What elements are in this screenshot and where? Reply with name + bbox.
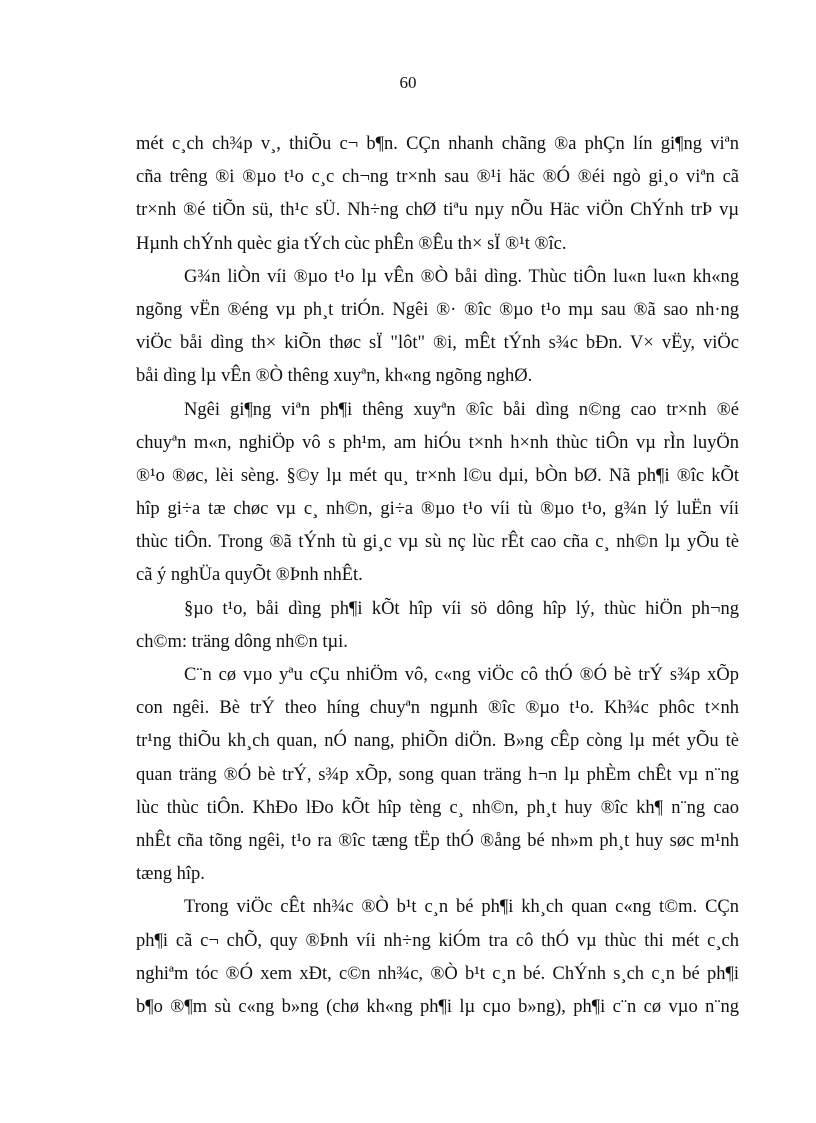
text-line: con ngêi. Bè trÝ theo híng chuyªn ngµnh ®îc ®µo t¹o. Kh¾c phôc t×nh (136, 698, 739, 719)
text-line: båi dìng lµ vÊn ®Ò thêng xuyªn, kh«ng ngõng nghØ. (136, 366, 533, 387)
text-line: G¾n liÒn víi ®µo t¹o lµ vÊn ®Ò båi dìng. Thùc tiÔn lu«n lu«n kh«ng (184, 266, 739, 287)
text-line: nghiªm tóc ®Ó xem xÐt, c©n nh¾c, ®Ò b¹t c¸n bé. ChÝnh s¸ch c¸n bé ph¶i (136, 963, 739, 984)
text-line: C¨n cø vµo yªu cÇu nhiÖm vô, c«ng viÖc cô thÓ ®Ó bè trÝ s¾p xÕp (184, 665, 739, 685)
text-line: tr¹ng thiÕu kh¸ch quan, nÓ nang, phiÕn diÖn. B»ng cÊp còng lµ mét yÕu tè (136, 731, 739, 752)
text-line: ngõng vËn ®éng vµ ph¸t triÓn. Ngêi ®· ®îc ®µo t¹o mµ sau ®ã sao nh·ng (136, 299, 739, 320)
text-line: b¶o ®¶m sù c«ng b»ng (chø kh«ng ph¶i lµ cµo b»ng), ph¶i c¨n cø vµo n¨ng (136, 996, 739, 1017)
text-line: nhÊt cña tõng ngêi, t¹o ra ®îc tæng tËp thÓ ®ång bé nh»m ph¸t huy søc m¹nh (136, 830, 739, 851)
body-text (136, 128, 739, 1024)
text-line: tæng hîp. (136, 864, 205, 885)
page-number: 60 (399, 73, 417, 92)
text-line: viÖc båi dìng th× kiÕn thøc sÏ "lôt" ®i, mÊt tÝnh s¾c bÐn. V× vËy, viÖc (136, 333, 739, 354)
text-line: §µo t¹o, båi dìng ph¶i kÕt hîp víi sö dông hîp lý, thùc hiÖn ph¬ng (184, 598, 739, 619)
text-line: thùc tiÔn. Trong ®ã tÝnh tù gi¸c vµ sù nç lùc rÊt cao cña c¸ nh©n lµ yÕu tè (136, 532, 739, 553)
text-line: tr×nh ®é tiÕn sü, th¹c sÜ. Nh÷ng chØ tiªu nµy nÕu Häc viÖn ChÝnh trÞ vµ (136, 200, 739, 221)
text-line: ®¹o ®øc, lèi sèng. §©y lµ mét qu¸ tr×nh l©u dµi, bÒn bØ. Nã ph¶i ®îc kÕt (136, 465, 739, 486)
text-line: ch©m: träng dông nh©n tµi. (136, 631, 348, 652)
text-line: Trong viÖc cÊt nh¾c ®Ò b¹t c¸n bé ph¶i kh¸ch quan c«ng t©m. CÇn (184, 897, 739, 918)
text-line: chuyªn m«n, nghiÖp vô s ph¹m, am hiÓu t×nh h×nh thùc tiÔn vµ rÌn luyÖn (136, 432, 739, 453)
text-line: hîp gi÷a tæ chøc vµ c¸ nh©n, gi÷a ®µo t¹o víi tù ®µo t¹o, g¾n lý luËn víi (136, 499, 739, 520)
text-line: quan träng ®Ó bè trÝ, s¾p xÕp, song quan träng h¬n lµ phÈm chÊt vµ n¨ng (136, 764, 739, 785)
text-line: Hµnh chÝnh quèc gia tÝch cùc phÊn ®Êu th× sÏ ®¹t ®îc. (136, 233, 567, 254)
text-line: Ngêi gi¶ng viªn ph¶i thêng xuyªn ®îc båi dìng n©ng cao tr×nh ®é (184, 399, 739, 420)
text-line: mét c¸ch ch¾p v¸, thiÕu c¬ b¶n. CÇn nhanh chãng ®a phÇn lín gi¶ng viªn (136, 134, 739, 154)
text-line: cña trêng ®i ®µo t¹o c¸c ch¬ng tr×nh sau ®¹i häc ®Ó ®éi ngò gi¸o viªn cã (136, 167, 739, 188)
text-line: cã ý nghÜa quyÕt ®Þnh nhÊt. (136, 565, 363, 586)
text-line: ph¶i cã c¬ chÕ, quy ®Þnh víi nh÷ng kiÓm tra cô thÓ vµ thùc thi mét c¸ch (136, 930, 739, 951)
text-line: lùc thùc tiÔn. KhÐo lÐo kÕt hîp tèng c¸ nh©n, ph¸t huy ®îc kh¶ n¨ng cao (136, 797, 739, 818)
